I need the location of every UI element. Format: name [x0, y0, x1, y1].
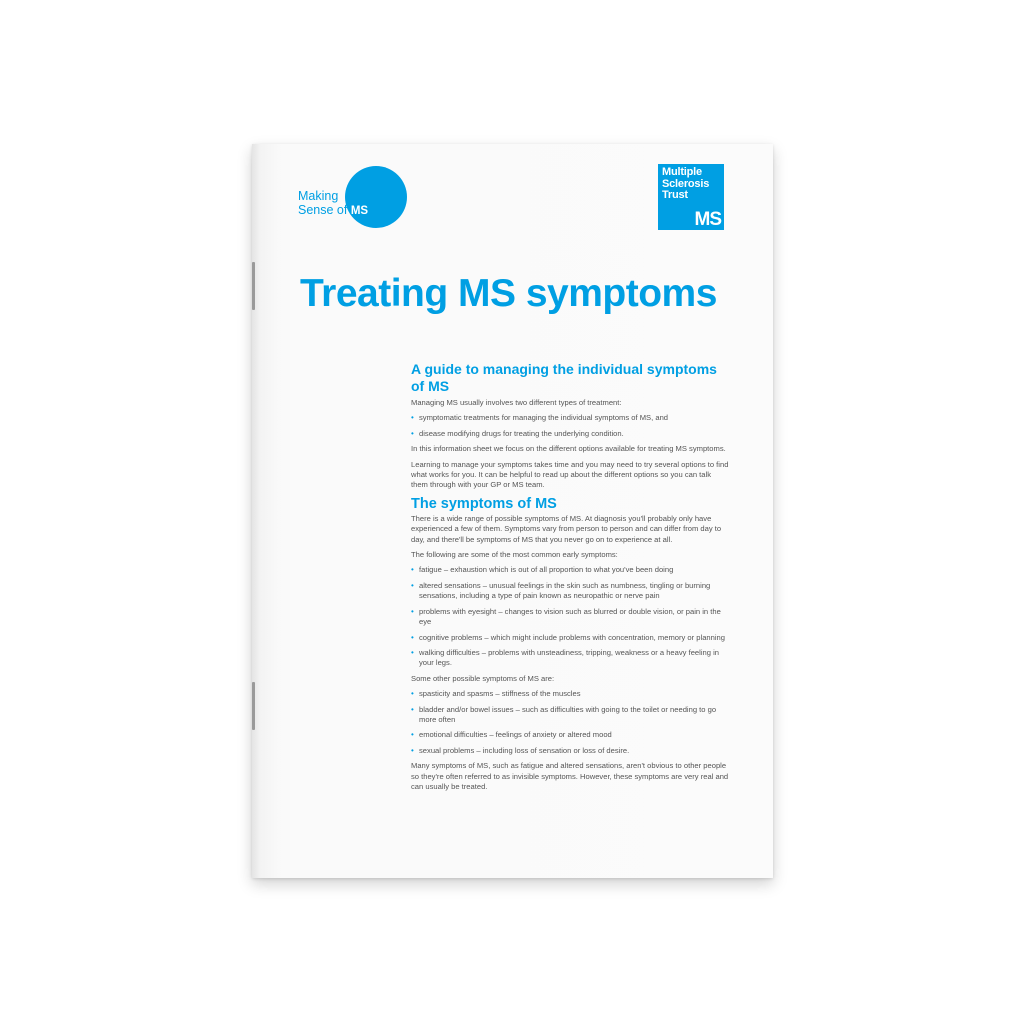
list-item: • symptomatic treatments for managing the individual symptoms of MS, and: [411, 413, 729, 423]
list-item: • bladder and/or bowel issues – such as difficulties with going to the toilet or needing to go more often: [411, 705, 729, 726]
series-logo-circle: [345, 166, 407, 228]
guide-intro: Managing MS usually involves two different types of treatment:: [411, 398, 622, 407]
ms-trust-logo: [658, 164, 724, 230]
guide-paragraph: In this information sheet we focus on the different options available for treating MS symptoms.: [411, 444, 726, 454]
other-symptoms-intro: Some other possible symptoms of MS are:: [411, 673, 555, 683]
symptoms-paragraph: There is a wide range of possible symptoms of MS. At diagnosis you'll probably only have experienced a few of them. Symptoms vary from person to person and can differ from day to day, and there'll be symptoms of MS that you never go on to experience at all.: [411, 513, 722, 544]
staple-top: [252, 262, 255, 310]
staple-bottom: [252, 682, 255, 730]
content-column: [411, 361, 729, 797]
page-title: Treating MS symptoms: [300, 272, 717, 315]
common-symptoms-intro: The following are some of the most common early symptoms:: [411, 550, 618, 560]
list-item: • spasticity and spasms – stiffness of the muscles: [411, 689, 729, 699]
symptoms-heading: The symptoms of MS: [411, 495, 557, 512]
closing-paragraph: Many symptoms of MS, such as fatigue and altered sensations, aren't obvious to other people so they're often referred to as invisible symptoms. However, these symptoms are very real and can usually be treated.: [411, 761, 729, 791]
series-logo-line1: Making: [298, 189, 339, 203]
series-logo-line2: [298, 203, 368, 218]
list-item: • cognitive problems – which might include problems with concentration, memory or planning: [411, 633, 729, 643]
series-logo-ms: MS: [350, 205, 369, 217]
other-symptoms-list: [411, 689, 729, 756]
trust-logo-ms: MS: [694, 209, 721, 230]
list-item: • disease modifying drugs for treating the underlying condition.: [411, 429, 729, 439]
common-symptoms-list: [411, 565, 729, 668]
list-item: • walking difficulties – problems with unsteadiness, tripping, weakness or a heavy feeling in your legs.: [411, 648, 729, 669]
series-logo-sense-of: Sense of: [298, 203, 348, 217]
guide-paragraph: Learning to manage your symptoms takes time and you may need to try several options to find what works for you. It can be helpful to read up about the different options so you can talk them through with your GP or MS team.: [411, 459, 729, 490]
trust-logo-text: [662, 167, 709, 202]
making-sense-of-ms-logo: [298, 164, 414, 230]
guide-heading: A guide to managing the individual symptoms of MS: [411, 361, 717, 394]
trust-logo-line3: Trust: [662, 189, 688, 201]
list-item: • fatigue – exhaustion which is out of all proportion to what you've been doing: [411, 565, 729, 575]
list-item: • problems with eyesight – changes to vision such as blurred or double vision, or pain in the eye: [411, 607, 729, 628]
list-item: • sexual problems – including loss of sensation or loss of desire.: [411, 746, 729, 756]
booklet-cover: [252, 144, 773, 878]
trust-logo-line1: Multiple: [662, 166, 702, 178]
guide-bullet-list: [411, 413, 729, 439]
trust-logo-line2: Sclerosis: [662, 177, 710, 190]
list-item: • emotional difficulties – feelings of anxiety or altered mood: [411, 730, 729, 740]
list-item: • altered sensations – unusual feelings in the skin such as numbness, tingling or burning sensations, including a type of pain known as neuropathic or nerve pain: [411, 581, 729, 602]
